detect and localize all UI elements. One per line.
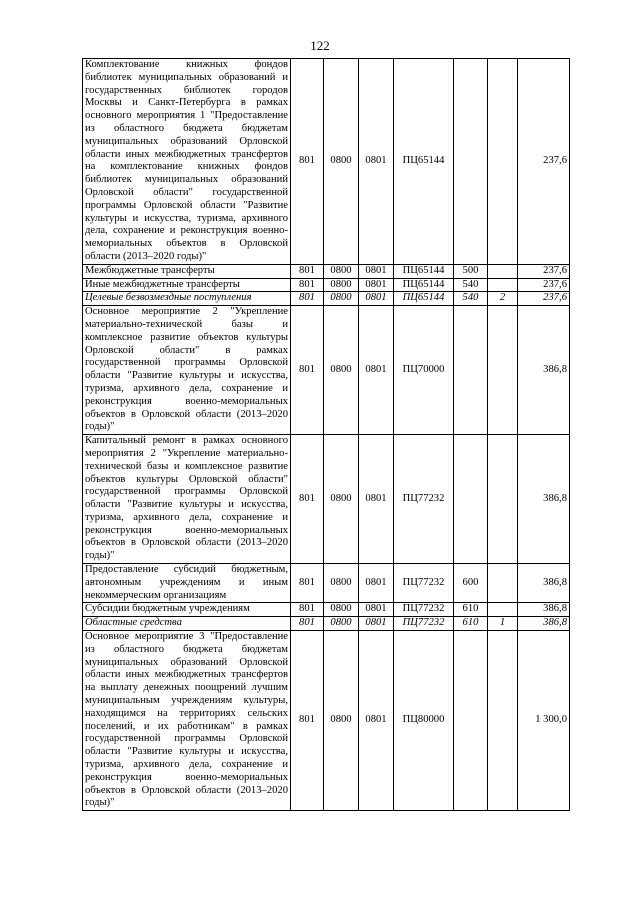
target-article-code: ПЦ77232: [394, 435, 454, 564]
target-article-code: ПЦ77232: [394, 603, 454, 617]
table-row: [83, 264, 570, 278]
amount: 386,8: [518, 617, 570, 631]
table-row: [83, 564, 570, 603]
subsection-code: 0801: [359, 278, 394, 292]
table-row: [83, 617, 570, 631]
table-row: [83, 435, 570, 564]
ministry-code: 801: [291, 603, 324, 617]
table-row: [83, 631, 570, 811]
ministry-code: 801: [291, 59, 324, 265]
subsection-code: 0801: [359, 631, 394, 811]
amount: 237,6: [518, 59, 570, 265]
row-description: Основное мероприятие 2 "Укрепление материально-технической базы и комплексное развитие объектов культуры Орловской области" в рамках государственной программы Орловской области "Развитие культуры и искусства, туризма, архивного дела, сохранение и реконструкция военно-мемориальных объектов в Орловской области (2013–2020 годы)": [83, 306, 291, 435]
expense-type-code: [454, 59, 488, 265]
table-row: [83, 603, 570, 617]
ministry-code: 801: [291, 435, 324, 564]
ministry-code: 801: [291, 292, 324, 306]
table-row: [83, 59, 570, 265]
row-description: Иные межбюджетные трансферты: [83, 278, 291, 292]
source-code: [488, 264, 518, 278]
row-description: Предоставление субсидий бюджетным, автономным учреждениям и иным некоммерческим организациям: [83, 564, 291, 603]
subsection-code: 0801: [359, 306, 394, 435]
table-row: [83, 306, 570, 435]
amount: 386,8: [518, 603, 570, 617]
amount: 237,6: [518, 292, 570, 306]
expense-type-code: 540: [454, 292, 488, 306]
section-code: 0800: [324, 631, 359, 811]
section-code: 0800: [324, 603, 359, 617]
expense-type-code: [454, 306, 488, 435]
subsection-code: 0801: [359, 59, 394, 265]
source-code: [488, 59, 518, 265]
section-code: 0800: [324, 278, 359, 292]
row-description: Капитальный ремонт в рамках основного мероприятия 2 "Укрепление материально-технической базы и комплексное развитие объектов культуры Орловской области" государственной программы Орловской области "Развитие культуры и искусства, туризма, архивного дела, сохранение и реконструкция военно-мемориальных объектов в Орловской области (2013–2020 годы)": [83, 435, 291, 564]
amount: 386,8: [518, 306, 570, 435]
source-code: [488, 306, 518, 435]
expense-type-code: [454, 435, 488, 564]
expense-type-code: 610: [454, 617, 488, 631]
target-article-code: ПЦ70000: [394, 306, 454, 435]
expense-type-code: 500: [454, 264, 488, 278]
expense-type-code: 610: [454, 603, 488, 617]
subsection-code: 0801: [359, 603, 394, 617]
subsection-code: 0801: [359, 564, 394, 603]
source-code: [488, 603, 518, 617]
amount: 386,8: [518, 564, 570, 603]
row-description: Целевые безвозмездные поступления: [83, 292, 291, 306]
row-description: Межбюджетные трансферты: [83, 264, 291, 278]
subsection-code: 0801: [359, 292, 394, 306]
section-code: 0800: [324, 564, 359, 603]
subsection-code: 0801: [359, 435, 394, 564]
ministry-code: 801: [291, 617, 324, 631]
subsection-code: 0801: [359, 264, 394, 278]
amount: 1 300,0: [518, 631, 570, 811]
expense-type-code: 540: [454, 278, 488, 292]
table-row: [83, 278, 570, 292]
source-code: [488, 435, 518, 564]
amount: 386,8: [518, 435, 570, 564]
section-code: 0800: [324, 617, 359, 631]
ministry-code: 801: [291, 264, 324, 278]
source-code: [488, 278, 518, 292]
expense-type-code: [454, 631, 488, 811]
target-article-code: ПЦ65144: [394, 59, 454, 265]
ministry-code: 801: [291, 278, 324, 292]
ministry-code: 801: [291, 631, 324, 811]
row-description: Комплектование книжных фондов библиотек муниципальных образований и государственных библиотек городов Москвы и Санкт-Петербурга в рамках основного мероприятия 1 "Предоставление из областного бюджета бюджетам муниципальных образований Орловской области иных межбюджетных трансфертов на комплектование книжных фондов библиотек муниципальных образований Орловской области" государственной программы Орловской области "Развитие культуры и искусства, туризма, архивного дела, сохранение и реконструкция военно-мемориальных объектов в Орловской области (2013–2020 годы)": [83, 59, 291, 265]
source-code: 2: [488, 292, 518, 306]
budget-table: [82, 58, 570, 811]
target-article-code: ПЦ65144: [394, 264, 454, 278]
table-row: [83, 292, 570, 306]
section-code: 0800: [324, 292, 359, 306]
target-article-code: ПЦ77232: [394, 564, 454, 603]
ministry-code: 801: [291, 306, 324, 435]
section-code: 0800: [324, 59, 359, 265]
subsection-code: 0801: [359, 617, 394, 631]
target-article-code: ПЦ77232: [394, 617, 454, 631]
ministry-code: 801: [291, 564, 324, 603]
row-description: Основное мероприятие 3 "Предоставление из областного бюджета бюджетам муниципальных образований Орловской области иных межбюджетных трансфертов на выплату денежных поощрений лучшим муниципальным учреждениям культуры, находящимся на территориях сельских поселений, и их работникам" в рамках государственной программы Орловской области "Развитие культуры и искусства, туризма, архивного дела, сохранение и реконструкция военно-мемориальных объектов в Орловской области (2013–2020 годы)": [83, 631, 291, 811]
target-article-code: ПЦ80000: [394, 631, 454, 811]
source-code: [488, 564, 518, 603]
amount: 237,6: [518, 278, 570, 292]
section-code: 0800: [324, 435, 359, 564]
row-description: Областные средства: [83, 617, 291, 631]
target-article-code: ПЦ65144: [394, 292, 454, 306]
section-code: 0800: [324, 264, 359, 278]
expense-type-code: 600: [454, 564, 488, 603]
target-article-code: ПЦ65144: [394, 278, 454, 292]
amount: 237,6: [518, 264, 570, 278]
section-code: 0800: [324, 306, 359, 435]
row-description: Субсидии бюджетным учреждениям: [83, 603, 291, 617]
page-number: 122: [310, 38, 330, 53]
source-code: [488, 631, 518, 811]
source-code: 1: [488, 617, 518, 631]
